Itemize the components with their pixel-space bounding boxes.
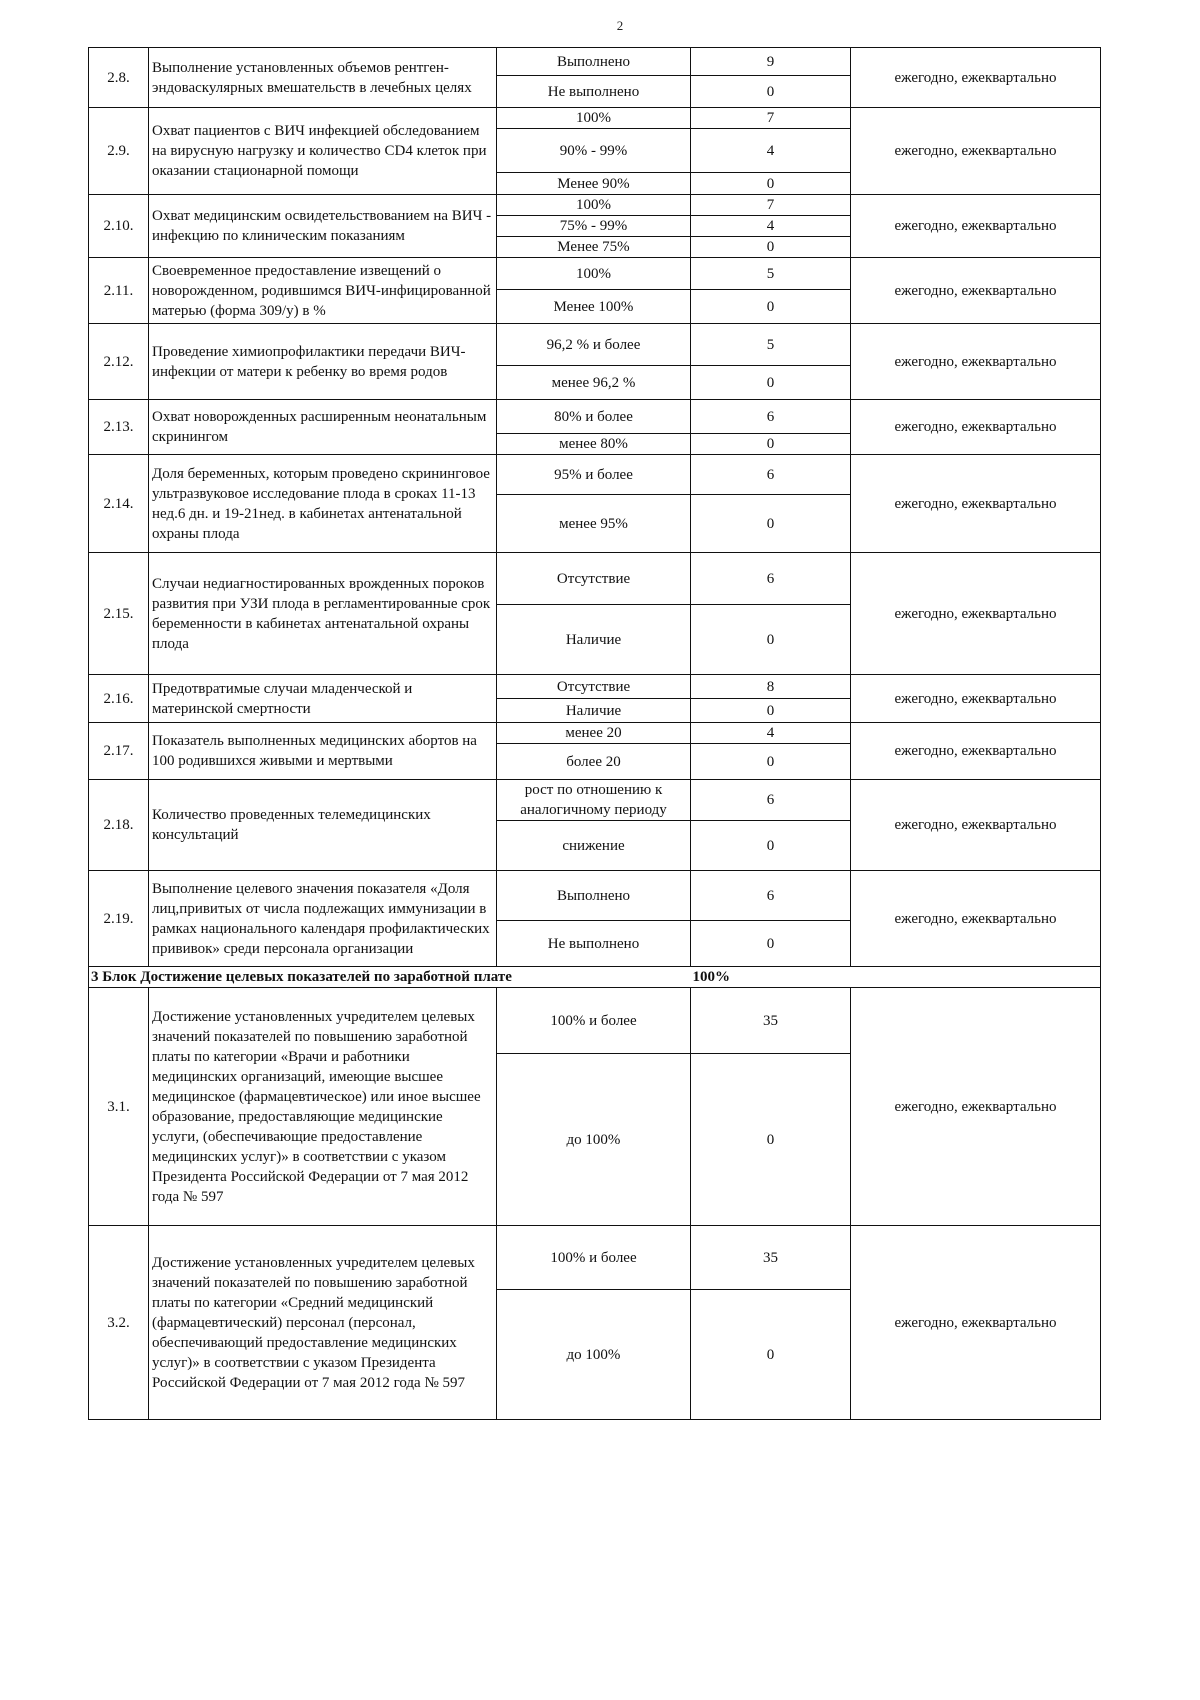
block-heading-row [89, 967, 1101, 988]
row-number: 2.18. [89, 780, 149, 871]
table-row [89, 780, 1101, 821]
row-number: 2.10. [89, 195, 149, 258]
criterion-points: 0 [691, 921, 851, 967]
criterion-label: 100% и более [497, 1226, 691, 1290]
table-row [89, 400, 1101, 434]
criterion-points: 6 [691, 455, 851, 495]
row-number: 2.16. [89, 675, 149, 723]
criterion-label: снижение [497, 821, 691, 871]
row-period: ежегодно, ежеквартально [851, 400, 1101, 455]
table-row [89, 988, 1101, 1054]
criterion-label: до 100% [497, 1290, 691, 1420]
criterion-points: 0 [691, 434, 851, 455]
row-period: ежегодно, ежеквартально [851, 871, 1101, 967]
criterion-label: менее 80% [497, 434, 691, 455]
row-number: 2.9. [89, 108, 149, 195]
criterion-points: 0 [691, 821, 851, 871]
criterion-label: Менее 100% [497, 290, 691, 324]
table-row [89, 48, 1101, 76]
criterion-label: менее 95% [497, 495, 691, 553]
criterion-label: Отсутствие [497, 553, 691, 605]
table-row [89, 553, 1101, 605]
row-period: ежегодно, ежеквартально [851, 258, 1101, 324]
criterion-label: 80% и более [497, 400, 691, 434]
table-row [89, 723, 1101, 744]
criterion-points: 0 [691, 237, 851, 258]
criterion-label: рост по отношению к аналогичному периоду [497, 780, 691, 821]
table-row [89, 675, 1101, 699]
criterion-label: Менее 75% [497, 237, 691, 258]
criterion-points: 0 [691, 173, 851, 195]
row-period: ежегодно, ежеквартально [851, 195, 1101, 258]
table-row [89, 258, 1101, 290]
row-description: Достижение установленных учредителем целевых значений показателей по повышению заработной платы по категории «Врачи и работники медицинских организаций, имеющие высшее медицинское (фармацевтическое) или иное высшее образование, предоставляющие медицинские услуги, (обеспечивающие предоставление медицинских услуг)» в соответствии с указом Президента Российской Федерации от 7 мая 2012 года № 597 [149, 988, 497, 1226]
criterion-label: Наличие [497, 699, 691, 723]
row-period: ежегодно, ежеквартально [851, 780, 1101, 871]
criterion-label: 100% и более [497, 988, 691, 1054]
criterion-points: 4 [691, 216, 851, 237]
row-description: Охват новорожденных расширенным неонатальным скринингом [149, 400, 497, 455]
row-description: Охват пациентов с ВИЧ инфекцией обследованием на вирусную нагрузку и количество CD4 клеток при оказании стационарной помощи [149, 108, 497, 195]
criterion-label: 96,2 % и более [497, 324, 691, 366]
row-period: ежегодно, ежеквартально [851, 988, 1101, 1226]
criterion-label: Не выполнено [497, 921, 691, 967]
row-number: 2.14. [89, 455, 149, 553]
criterion-label: 100% [497, 195, 691, 216]
block-title: 3 Блок Достижение целевых показателей по заработной плате [89, 967, 691, 988]
criterion-label: Не выполнено [497, 76, 691, 108]
criterion-points: 0 [691, 495, 851, 553]
block-total: 100% [691, 967, 1101, 988]
criterion-points: 0 [691, 699, 851, 723]
row-description: Выполнение установленных объемов рентген-эндоваскулярных вмешательств в лечебных целях [149, 48, 497, 108]
criterion-points: 4 [691, 723, 851, 744]
criterion-points: 0 [691, 76, 851, 108]
criterion-points: 6 [691, 780, 851, 821]
criterion-label: Выполнено [497, 871, 691, 921]
row-number: 3.1. [89, 988, 149, 1226]
criterion-points: 0 [691, 744, 851, 780]
table-row [89, 871, 1101, 921]
row-description: Выполнение целевого значения показателя «Доля лиц,привитых от числа подлежащих иммунизации в рамках национального календаря профилактических прививок» среди персонала организации [149, 871, 497, 967]
page-number: 2 [616, 18, 624, 33]
criterion-label: 75% - 99% [497, 216, 691, 237]
table-body [89, 48, 1101, 1420]
row-description: Доля беременных, которым проведено скрининговое ультразвуковое исследование плода в сроках 11-13 нед.6 дн. и 19-21нед. в кабинетах антенатальной охраны плода [149, 455, 497, 553]
table-row [89, 1226, 1101, 1290]
row-description: Показатель выполненных медицинских абортов на 100 родившихся живыми и мертвыми [149, 723, 497, 780]
row-description: Охват медицинским освидетельствованием на ВИЧ - инфекцию по клиническим показаниям [149, 195, 497, 258]
criterion-points: 0 [691, 366, 851, 400]
criterion-points: 6 [691, 553, 851, 605]
criterion-points: 0 [691, 1290, 851, 1420]
table-row [89, 195, 1101, 216]
row-number: 2.19. [89, 871, 149, 967]
criteria-table [88, 47, 1101, 1420]
row-period: ежегодно, ежеквартально [851, 553, 1101, 675]
criterion-points: 5 [691, 324, 851, 366]
row-description: Своевременное предоставление извещений о новорожденном, родившимся ВИЧ-инфицированной матерью (форма 309/у) в % [149, 258, 497, 324]
criterion-label: 90% - 99% [497, 129, 691, 173]
criterion-points: 35 [691, 1226, 851, 1290]
row-number: 2.12. [89, 324, 149, 400]
criterion-points: 5 [691, 258, 851, 290]
row-description: Количество проведенных телемедицинских консультаций [149, 780, 497, 871]
row-description: Случаи недиагностированных врожденных пороков развития при УЗИ плода в регламентированные срок беременности в кабинетах антенатальной охраны плода [149, 553, 497, 675]
criterion-label: Выполнено [497, 48, 691, 76]
criterion-points: 6 [691, 871, 851, 921]
criterion-label: до 100% [497, 1054, 691, 1226]
row-period: ежегодно, ежеквартально [851, 1226, 1101, 1420]
criterion-label: Отсутствие [497, 675, 691, 699]
criterion-label: менее 96,2 % [497, 366, 691, 400]
table-row [89, 324, 1101, 366]
criterion-label: более 20 [497, 744, 691, 780]
criterion-label: Наличие [497, 605, 691, 675]
criterion-points: 7 [691, 195, 851, 216]
criterion-label: 95% и более [497, 455, 691, 495]
row-period: ежегодно, ежеквартально [851, 455, 1101, 553]
row-description: Проведение химиопрофилактики передачи ВИЧ-инфекции от матери к ребенку во время родов [149, 324, 497, 400]
row-number: 3.2. [89, 1226, 149, 1420]
criterion-points: 35 [691, 988, 851, 1054]
criterion-points: 6 [691, 400, 851, 434]
table-row [89, 108, 1101, 129]
criterion-label: 100% [497, 108, 691, 129]
criterion-points: 8 [691, 675, 851, 699]
row-period: ежегодно, ежеквартально [851, 723, 1101, 780]
row-number: 2.11. [89, 258, 149, 324]
row-number: 2.8. [89, 48, 149, 108]
row-period: ежегодно, ежеквартально [851, 324, 1101, 400]
criterion-points: 4 [691, 129, 851, 173]
criterion-points: 0 [691, 605, 851, 675]
row-number: 2.17. [89, 723, 149, 780]
criterion-points: 0 [691, 1054, 851, 1226]
row-period: ежегодно, ежеквартально [851, 675, 1101, 723]
criterion-points: 0 [691, 290, 851, 324]
row-period: ежегодно, ежеквартально [851, 108, 1101, 195]
row-description: Достижение установленных учредителем целевых значений показателей по повышению заработной платы по категории «Средний медицинский (фармацевтический) персонал (персонал, обеспечивающий предоставление медицинских услуг)» в соответствии с указом Президента Российской Федерации от 7 мая 2012 года № 597 [149, 1226, 497, 1420]
row-number: 2.13. [89, 400, 149, 455]
row-description: Предотвратимые случаи младенческой и материнской смертности [149, 675, 497, 723]
criterion-points: 7 [691, 108, 851, 129]
criterion-points: 9 [691, 48, 851, 76]
criterion-label: Менее 90% [497, 173, 691, 195]
row-number: 2.15. [89, 553, 149, 675]
criterion-label: 100% [497, 258, 691, 290]
criterion-label: менее 20 [497, 723, 691, 744]
table-row [89, 455, 1101, 495]
row-period: ежегодно, ежеквартально [851, 48, 1101, 108]
